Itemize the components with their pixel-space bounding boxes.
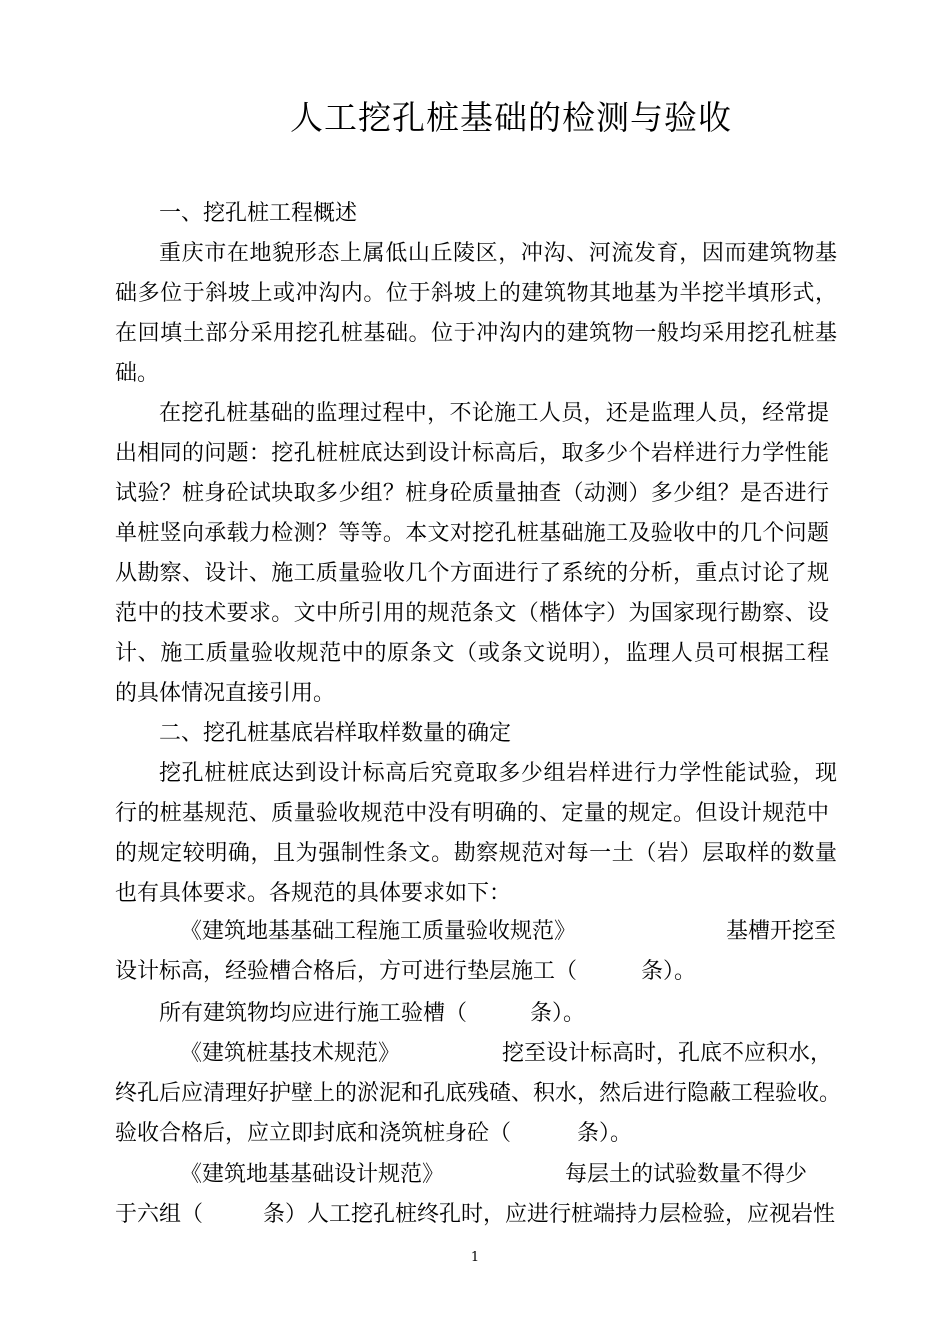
citation-text: 所有建筑物均应进行施工验槽（ [159, 1001, 468, 1026]
citation-text: 基槽开挖至 [726, 919, 837, 944]
paragraph-line: 出相同的问题：挖孔桩桩底达到设计标高后，取多少个岩样进行力学性能 [115, 441, 829, 466]
paragraph-line: 础。 [115, 361, 160, 386]
document-title: 人工挖孔桩基础的检测与验收 [290, 98, 732, 137]
citation-text: 条）人工挖孔桩终孔时，应进行桩端持力层检验，应视岩性 [263, 1202, 836, 1227]
paragraph-line: 在回填土部分采用挖孔桩基础。位于冲沟内的建筑物一般均采用挖孔桩基 [115, 321, 837, 346]
citation-text: 挖至设计标高时，孔底不应积水， [502, 1041, 833, 1066]
paragraph-line: 行的桩基规范、质量验收规范中没有明确的、定量的规定。但设计规范中 [115, 801, 829, 826]
citation-text: 设计标高，经验槽合格后，方可进行垫层施工（ [115, 959, 578, 984]
citation-reference: 《建筑地基基础工程施工质量验收规范》 [180, 919, 577, 944]
section-heading-2: 二、挖孔桩基底岩样取样数量的确定 [159, 721, 512, 746]
citation-text: 于六组（ [115, 1202, 204, 1227]
paragraph-line: 在挖孔桩基础的监理过程中，不论施工人员，还是监理人员，经常提 [159, 401, 829, 426]
paragraph-line: 重庆市在地貌形态上属低山丘陵区，冲沟、河流发育，因而建筑物基 [159, 241, 837, 266]
paragraph-line: 础多位于斜坡上或冲沟内。位于斜坡上的建筑物其地基为半挖半填形式， [115, 281, 837, 306]
citation-reference: 《建筑地基基础设计规范》 [180, 1162, 445, 1187]
citation-text: 验收合格后，应立即封底和浇筑桩身砼（ [115, 1121, 512, 1146]
citation-text: 条）。 [641, 959, 697, 984]
paragraph-line: 也有具体要求。各规范的具体要求如下： [115, 881, 512, 906]
paragraph-line: 的规定较明确，且为强制性条文。勘察规范对每一土（岩）层取样的数量 [115, 841, 837, 866]
citation-text: 每层土的试验数量不得少 [565, 1162, 808, 1187]
paragraph-line: 计、施工质量验收规范中的原条文（或条文说明），监理人员可根据工程 [115, 641, 829, 666]
paragraph-line: 试验？桩身砼试块取多少组？桩身砼质量抽查（动测）多少组？是否进行 [115, 481, 829, 506]
citation-text: 终孔后应清理好护壁上的淤泥和孔底残碴、积水，然后进行隐蔽工程验收。 [115, 1081, 842, 1106]
section-heading-1: 一、挖孔桩工程概述 [159, 201, 358, 226]
page-number: 1 [470, 1250, 480, 1265]
paragraph-line: 从勘察、设计、施工质量验收几个方面进行了系统的分析，重点讨论了规 [115, 561, 829, 586]
paragraph-line: 单桩竖向承载力检测？等等。本文对挖孔桩基础施工及验收中的几个问题 [115, 521, 829, 546]
citation-text: 条）。 [530, 1001, 586, 1026]
paragraph-line: 的具体情况直接引用。 [115, 681, 336, 706]
paragraph-line: 范中的技术要求。文中所引用的规范条文（楷体字）为国家现行勘察、设 [115, 601, 829, 626]
citation-text: 条）。 [577, 1121, 633, 1146]
citation-reference: 《建筑桩基技术规范》 [180, 1041, 401, 1066]
paragraph-line: 挖孔桩桩底达到设计标高后究竟取多少组岩样进行力学性能试验，现 [159, 761, 837, 786]
